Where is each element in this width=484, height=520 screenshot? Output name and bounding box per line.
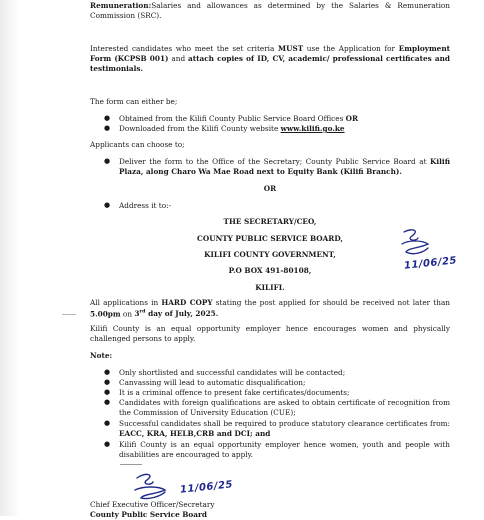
address-line: KILIFI COUNTY GOVERNMENT, xyxy=(204,250,336,259)
organization-name: County Public Service Board xyxy=(90,510,207,519)
hard-copy-deadline-paragraph: All applications in HARD COPY stating the post applied for should be received not later than 5.00pm on 3rd day of July, 2025. xyxy=(90,298,450,319)
bullet-icon: ● xyxy=(104,124,111,132)
margin-mark xyxy=(120,464,142,465)
application-requirements-paragraph: Interested candidates who meet the set criteria MUST use the Application for Employment Form (KCPSB 001) and attach copies of ID, CV, academic/ professional certificates and testimonials. xyxy=(90,44,450,73)
or-separator: OR xyxy=(263,184,277,193)
bullet-icon: ● xyxy=(104,378,111,386)
bullet-icon: ● xyxy=(104,114,111,122)
equal-opportunity-paragraph: Kilifi County is an equal opportunity employer hence encourages women and physically challenged persons to apply. xyxy=(90,324,450,343)
bullet-icon: ● xyxy=(104,388,111,396)
bullet-icon: ● xyxy=(104,201,111,209)
remuneration-paragraph: Remuneration:Salaries and allowances as determined by the Salaries & Remuneration Commission (SRC). xyxy=(90,1,450,20)
signatory-title: Chief Executive Officer/Secretary xyxy=(90,500,215,509)
bullet-icon: ● xyxy=(104,440,111,448)
signature-icon xyxy=(131,470,171,500)
address-line: COUNTY PUBLIC SERVICE BOARD, xyxy=(197,234,343,243)
form-either-line: The form can either be; xyxy=(90,97,178,106)
address-line: THE SECRETARY/CEO, xyxy=(223,217,317,226)
note-heading: Note: xyxy=(90,351,113,360)
bullet-icon: ● xyxy=(104,419,111,427)
bullet-icon: ● xyxy=(104,398,111,406)
bullet-icon: ● xyxy=(104,368,111,376)
signature-icon xyxy=(398,226,434,260)
handwritten-date: 11/06/25 xyxy=(179,479,234,496)
page-edge-shadow xyxy=(0,0,20,516)
handwritten-date: 11/06/25 xyxy=(403,255,458,272)
bullet-icon: ● xyxy=(104,157,111,165)
address-line: P.O BOX 491-80108, xyxy=(228,266,312,275)
applicants-choose-line: Applicants can choose to; xyxy=(90,140,185,149)
address-line: KILIFI. xyxy=(255,283,285,292)
margin-mark xyxy=(62,314,76,315)
website-link[interactable]: www.kilifi.go.ke xyxy=(280,124,345,133)
